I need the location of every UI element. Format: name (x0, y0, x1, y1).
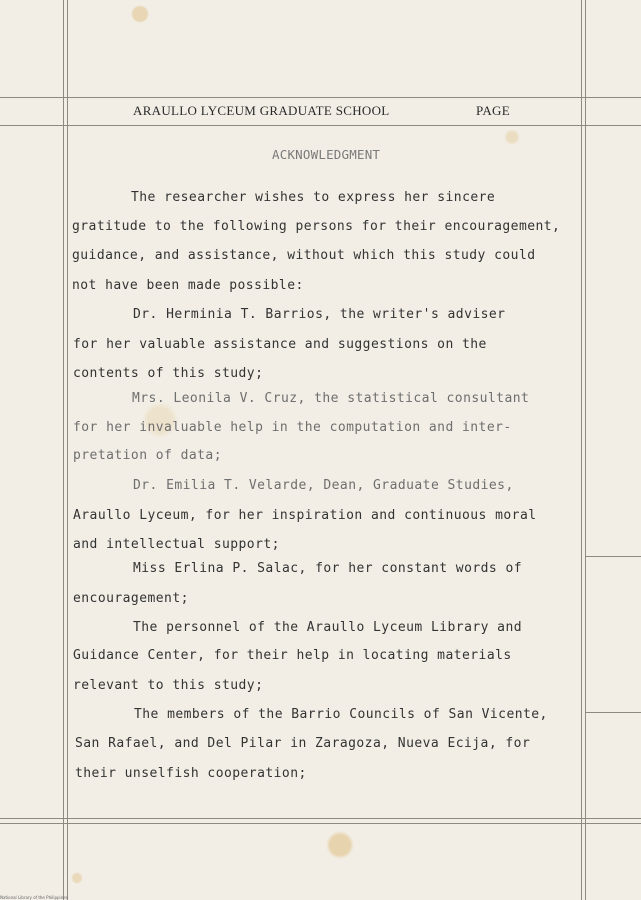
text-line: Guidance Center, for their help in locating materials (73, 648, 512, 663)
text-line: gratitude to the following persons for their encouragement, (72, 219, 561, 234)
text-line: The researcher wishes to express her sincere (131, 190, 496, 205)
footer-bottom-rule (0, 823, 641, 824)
header-bottom-rule (0, 125, 641, 126)
text-line: Araullo Lyceum, for her inspiration and continuous moral (73, 508, 537, 523)
header-top-rule (0, 97, 641, 98)
page-title: ACKNOWLEDGMENT (272, 147, 381, 162)
text-line: for her valuable assistance and suggestions on the (73, 337, 487, 352)
text-line: relevant to this study; (73, 678, 264, 693)
text-line: guidance, and assistance, without which this study could (72, 248, 536, 263)
archive-footer: National Library of the Philippines (0, 895, 68, 900)
text-line: Miss Erlina P. Salac, for her constant words of (133, 561, 523, 576)
text-line: contents of this study; (73, 366, 264, 381)
text-line: The members of the Barrio Councils of San Vicente, (134, 707, 548, 722)
text-line: not have been made possible: (72, 278, 304, 293)
text-line: The personnel of the Araullo Lyceum Library and (133, 620, 523, 635)
text-line: Dr. Herminia T. Barrios, the writer's adviser (133, 307, 506, 322)
text-line: pretation of data; (73, 448, 222, 463)
page-label: PAGE (476, 103, 510, 118)
right-gutter-rule (585, 712, 641, 713)
text-line: their unselfish cooperation; (75, 766, 307, 781)
right-margin-line (581, 0, 582, 900)
footer-top-rule (0, 818, 641, 819)
text-line: and intellectual support; (73, 537, 280, 552)
text-line: Mrs. Leonila V. Cruz, the statistical consultant (132, 391, 530, 406)
left-margin-line-inner (67, 0, 68, 900)
text-line: for her invaluable help in the computation and inter- (73, 420, 512, 435)
school-header: ARAULLO LYCEUM GRADUATE SCHOOL (133, 103, 390, 118)
text-line: Dr. Emilia T. Velarde, Dean, Graduate Studies, (133, 478, 514, 493)
left-margin-line (63, 0, 64, 900)
right-margin-line-outer (585, 0, 586, 900)
right-gutter-rule-2 (585, 556, 641, 557)
text-line: encouragement; (73, 591, 189, 606)
text-line: San Rafael, and Del Pilar in Zaragoza, Nueva Ecija, for (75, 736, 531, 751)
